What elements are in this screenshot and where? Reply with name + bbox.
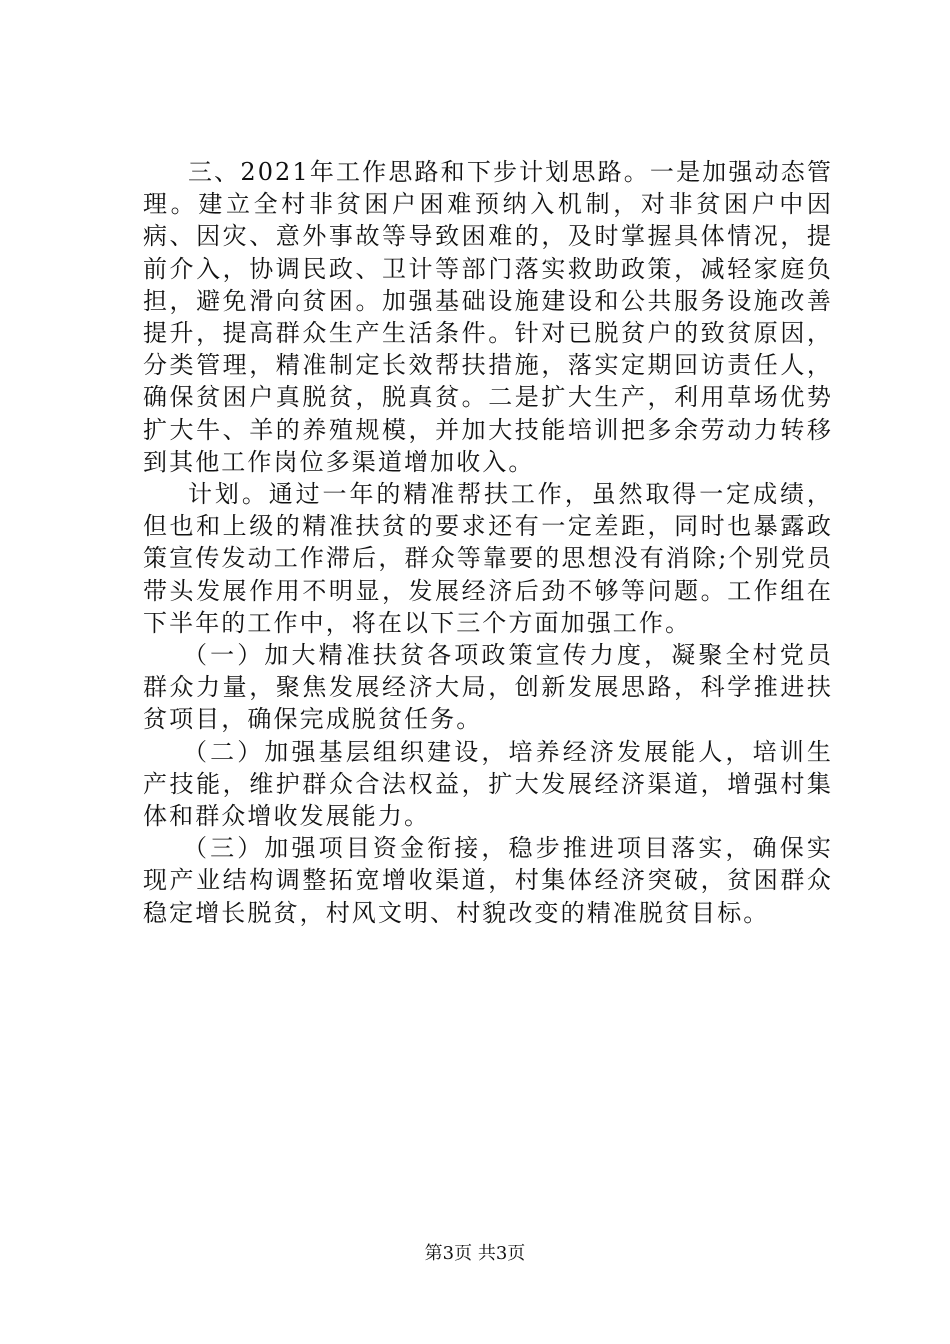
paragraph-plan-summary: 计划。通过一年的精准帮扶工作，虽然取得一定成绩，但也和上级的精准扶贫的要求还有一定差距，同时也暴露政策宣传发动工作滞后，群众等靠要的思想没有消除;个别党员带头发展作用不明显，发展经济后劲不够等问题。工作组在下半年的工作中，将在以下三个方面加强工作。 xyxy=(143,480,833,637)
document-body xyxy=(143,156,833,929)
paragraph-item-three: （三）加强项目资金衔接，稳步推进项目落实，确保实现产业结构调整拓宽增收渠道，村集体经济突破，贫困群众稳定增长脱贫，村风文明、村貌改变的精准脱贫目标。 xyxy=(143,834,833,927)
paragraph-work-plan: 三、2021年工作思路和下步计划思路。一是加强动态管理。建立全村非贫困户困难预纳入机制，对非贫困户中因病、因灾、意外事故等导致困难的，及时掌握具体情况，提前介入，协调民政、卫计等部门落实救助政策，减轻家庭负担，避免滑向贫困。加强基础设施建设和公共服务设施改善提升，提高群众生产生活条件。针对已脱贫户的致贫原因，分类管理，精准制定长效帮扶措施，落实定期回访责任人，确保贫困户真脱贫，脱真贫。二是扩大生产，利用草场优势扩大牛、羊的养殖规模，并加大技能培训把多余劳动力转移到其他工作岗位多渠道增加收入。 xyxy=(143,158,833,476)
paragraph-item-two: （二）加强基层组织建设，培养经济发展能人，培训生产技能，维护群众合法权益，扩大发展经济渠道，增强村集体和群众增收发展能力。 xyxy=(143,737,833,831)
page-footer xyxy=(0,1243,950,1265)
page-number-label: 第3页 共3页 xyxy=(424,1243,526,1264)
paragraph-item-one: （一）加大精准扶贫各项政策宣传力度，凝聚全村党员群众力量，聚焦发展经济大局，创新发展思路，科学推进扶贫项目，确保完成脱贫任务。 xyxy=(143,641,833,734)
